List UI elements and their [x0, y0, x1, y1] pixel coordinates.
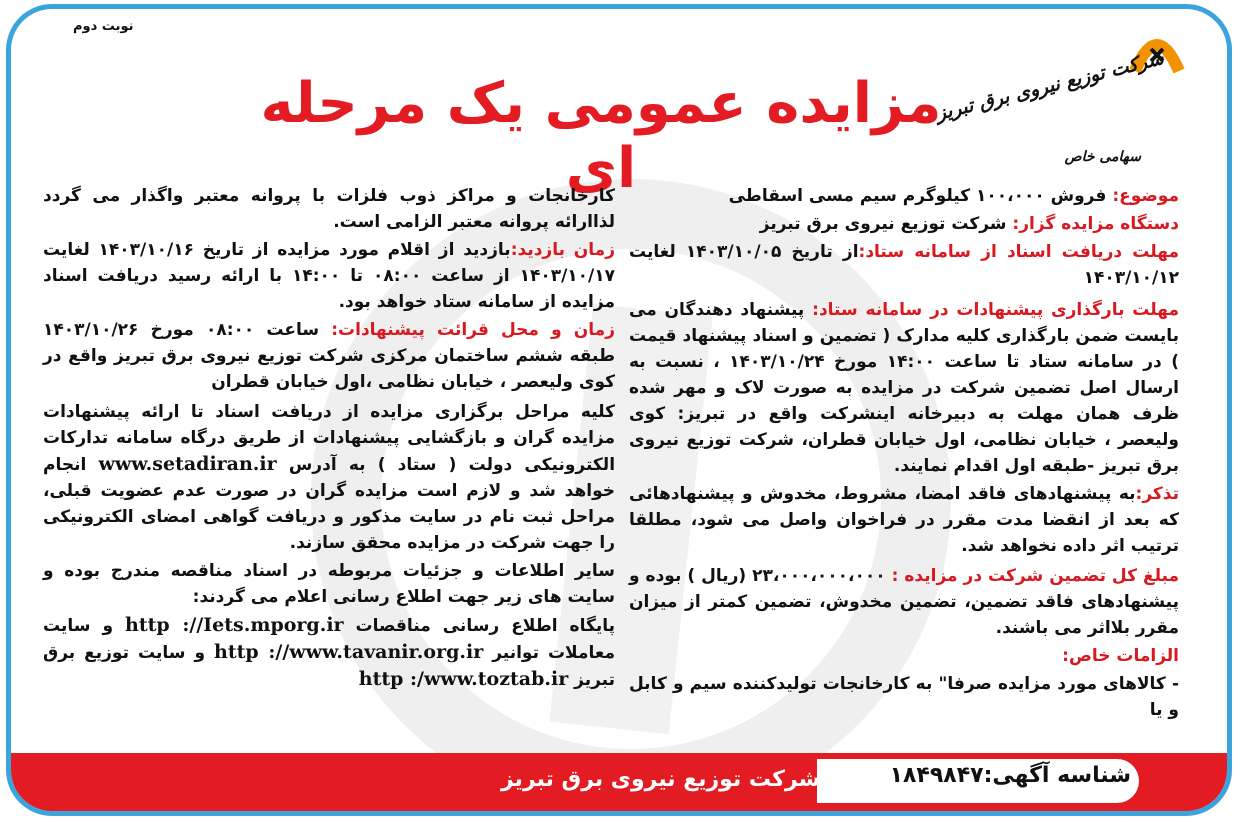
- footer-bar: [11, 753, 1227, 811]
- site1-after-text: و سایت معاملات توانیر: [43, 616, 615, 663]
- process-text-before: کلیه مراحل برگزاری مزایده از دریافت اسناد تا ارائه پیشنهادات مزایده گران و بازگشایی پیشنهادات از طریق درگاه سامانه تدارکات الکترونیکی دولت ( ستاد ) به آدرس: [43, 402, 616, 475]
- other-info-text: سایر اطلاعات و جزئیات مربوطه در اسناد مناقصه مندرج بوده و سایت های زیر جهت اطلاع رسانی اعلام می گردند:: [43, 561, 615, 607]
- guarantee-value: ۲۳،۰۰۰،۰۰۰،۰۰۰ (ریال ) بوده و پیشنهادهای فاقد تضمین، تضمین مخدوش، تضمین کمتر از میزان مقرر بلااثر می باشند.: [629, 566, 1179, 638]
- subject-label: موضوع:: [1112, 186, 1179, 206]
- continuation-text: کارخانجات و مراکز ذوب فلزات با پروانه معتبر واگذار می گردد لذاارائه پروانه معتبر الزامی است.: [43, 186, 615, 232]
- tavanir-link[interactable]: http ://www.tavanir.org.ir: [214, 641, 484, 663]
- site1-text: پایگاه اطلاع رسانی مناقصات: [355, 616, 615, 636]
- ad-id-value: ۱۸۴۹۸۴۷: [889, 763, 984, 788]
- ad-title: مزایده عمومی یک مرحله ای: [260, 71, 942, 201]
- ad-id: [890, 763, 1131, 788]
- bids-deadline-value: پیشنهاد دهندگان می بایست ضمن بارگذاری کلیه مدارک ( تضمین و اسناد پیشنهاد قیمت ) در سامانه ستاد تا ساعت ۱۴:۰۰ مورخ ۱۴۰۳/۱۰/۲۴ ، نسبت به ارسال اصل تضمین شرکت در مزایده به صورت لاک و مهر شده ظرف همان مهلت به دبیرخانه اینشرکت واقع در تبریز: کوی ولیعصر ، خیابان نظامی، اول خیابان قطران، شرکت توزیع نیروی برق تبریز -طبقه اول اقدام نمایند.: [629, 300, 1179, 476]
- ad-frame: [6, 4, 1232, 816]
- org-value: شرکت توزیع نیروی برق تبریز: [759, 214, 1007, 234]
- docs-deadline-value: از تاریخ ۱۴۰۳/۱۰/۰۵ لغایت ۱۴۰۳/۱۰/۱۲: [629, 242, 1179, 288]
- docs-deadline-label: مهلت دریافت اسناد از سامانه ستاد:: [858, 242, 1179, 262]
- footer-company-name: شرکت توزیع نیروی برق تبریز: [501, 767, 821, 792]
- setadiran-link[interactable]: www.setadiran.ir: [98, 453, 277, 475]
- subject-value: فروش ۱۰۰،۰۰۰ کیلوگرم سیم مسی اسقاطی: [728, 186, 1107, 206]
- special-requirements-value: - کالاهای مورد مزایده صرفا" به کارخانجات تولیدکننده سیم و کابل و یا: [629, 674, 1179, 720]
- left-column: [43, 183, 615, 695]
- process-text-after: انجام خواهد شد و لازم است مزایده گران در صورت عدم عضویت قبلی، مراحل ثبت نام در سایت مذکور و دریافت گواهی امضای الکترونیکی را جهت شرکت در مزایده محقق سازند.: [43, 455, 615, 553]
- ad-round-label: نوبت دوم: [73, 19, 134, 34]
- iets-link[interactable]: http ://Iets.mporg.ir: [125, 614, 344, 636]
- right-column: [629, 183, 1179, 725]
- site2-after-text: و سایت توزیع برق تبریز: [43, 643, 615, 690]
- visit-label: زمان بازدید:: [510, 240, 615, 260]
- opening-label: زمان و محل قرائت پیشنهادات:: [331, 320, 615, 340]
- note-label: تذکر:: [1135, 484, 1179, 504]
- bids-deadline-label: مهلت بارگذاری پیشنهادات در سامانه ستاد:: [812, 300, 1179, 320]
- opening-value: ساعت ۰۸:۰۰ مورخ ۱۴۰۳/۱۰/۲۶ طبقه ششم ساختمان مرکزی شرکت توزیع نیروی برق تبریز واقع در کوی ولیعصر ، خیابان نظامی ،اول خیابان قطران: [43, 320, 615, 392]
- logo-company-name: شرکت توزیع نیروی برق تبریز: [934, 47, 1167, 125]
- special-requirements-label: الزامات خاص:: [1062, 646, 1179, 666]
- note-value: به پیشنهادهای فاقد امضا، مشروط، مخدوش و پیشنهادهائی که بعد از انقضا مدت مقرر در فراخوان واصل می شود، مطلقا ترتیب اثر داده نخواهد شد.: [629, 484, 1179, 556]
- ad-id-label: شناسه آگهی:: [983, 763, 1131, 788]
- logo-legal-type: سهامی خاص: [1064, 149, 1141, 165]
- company-logo: [934, 29, 1187, 169]
- org-label: دستگاه مزایده گزار:: [1012, 214, 1179, 234]
- visit-value: بازدید از اقلام مورد مزایده از تاریخ ۱۴۰۳/۱۰/۱۶ لغایت ۱۴۰۳/۱۰/۱۷ از ساعت ۰۸:۰۰ تا ۱۴:۰۰ با ارائه رسید دریافت اسناد مزایده از سامانه ستاد خواهد بود.: [43, 240, 615, 312]
- guarantee-label: مبلغ کل تضمین شرکت در مزایده :: [891, 566, 1179, 586]
- toztab-link[interactable]: http :/www.toztab.ir: [358, 668, 569, 690]
